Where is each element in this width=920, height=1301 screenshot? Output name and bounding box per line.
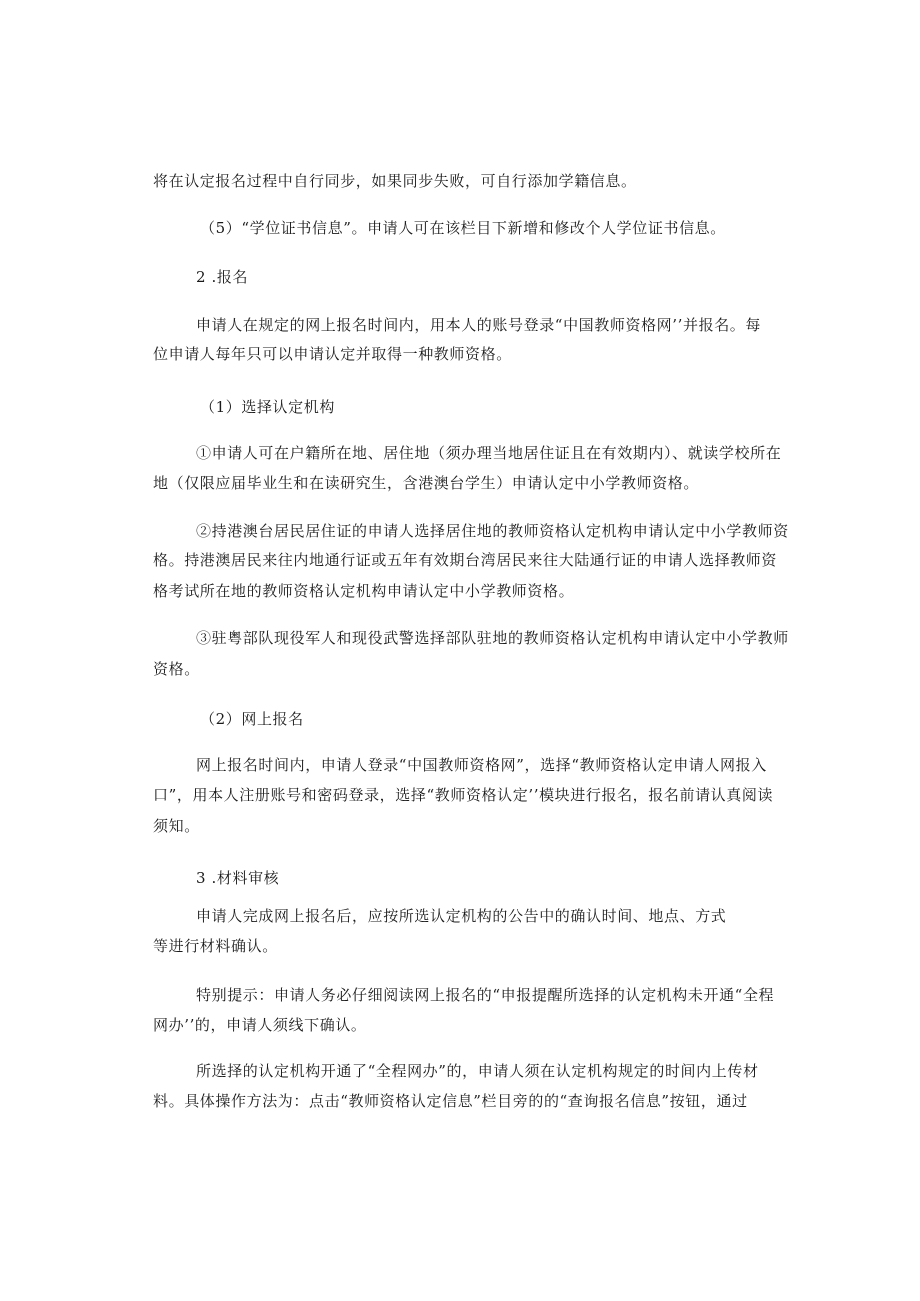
paragraph-line: ③驻粤部队现役军人和现役武警选择部队驻地的教师资格认定机构申请认定中小学教师: [196, 629, 789, 647]
paragraph-line: 资格。: [153, 660, 200, 678]
paragraph-line: 地（仅限应届毕业生和在读研究生，含港澳台学生）申请认定中小学教师资格。: [153, 474, 700, 492]
paragraph-line: 口”，用本人注册账号和密码登录，选择“教师资格认定’’模块进行报名，报名前请认真阅读: [153, 786, 774, 804]
paragraph-line: 申请人在规定的网上报名时间内，用本人的账号登录“中国教师资格网’’并报名。每: [196, 316, 762, 334]
subsection-heading: （2）网上报名: [200, 710, 304, 728]
paragraph-line: 格考试所在地的教师资格认定机构申请认定中小学教师资格。: [153, 582, 575, 600]
paragraph-line: 网办’’的，申请人须线下确认。: [153, 1016, 367, 1034]
paragraph-line: 所选择的认定机构开通了“全程网办”的，申请人须在认定机构规定的时间内上传材: [196, 1062, 759, 1080]
paragraph-line: 网上报名时间内，申请人登录“中国教师资格网”，选择“教师资格认定申请人网报入: [196, 756, 767, 774]
paragraph-line: 等进行材料确认。: [153, 937, 278, 955]
paragraph-line: 须知。: [153, 817, 200, 835]
paragraph-line: 将在认定报名过程中自行同步，如果同步失败，可自行添加学籍信息。: [153, 172, 637, 190]
paragraph-line: （5）“学位证书信息”。申请人可在该栏目下新增和修改个人学位证书信息。: [200, 219, 726, 237]
paragraph-line: 位申请人每年只可以申请认定并取得一种教师资格。: [153, 345, 512, 363]
paragraph-line: 料。具体操作方法为：点击“教师资格认定信息”栏目旁的的“查询报名信息”按钮，通过: [153, 1092, 748, 1110]
paragraph-line: 格。持港澳居民来往内地通行证或五年有效期台湾居民来往大陆通行证的申请人选择教师资: [153, 551, 778, 569]
paragraph-line: ②持港澳台居民居住证的申请人选择居住地的教师资格认定机构申请认定中小学教师资: [196, 522, 789, 540]
paragraph-line: 申请人完成网上报名后，应按所选认定机构的公告中的确认时间、地点、方式: [196, 907, 727, 925]
subsection-heading: （1）选择认定机构: [200, 398, 335, 416]
paragraph-line: ①申请人可在户籍所在地、居住地（须办理当地居住证且在有效期内）、就读学校所在: [196, 444, 782, 462]
section-heading: 3 .材料审核: [196, 869, 280, 887]
paragraph-line: 特别提示：申请人务必仔细阅读网上报名的“申报提醒所选择的认定机构未开通“全程: [196, 986, 775, 1004]
section-heading: 2 .报名: [196, 268, 249, 286]
